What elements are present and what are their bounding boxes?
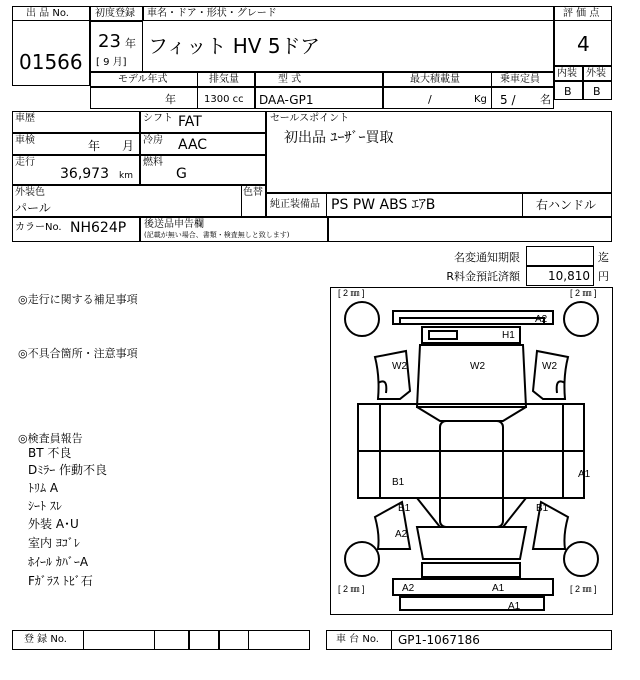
post-report-note: (記載が無い場合、書類・検査無しと致します) [144,231,290,239]
interior-grade: B [564,85,572,98]
displacement-label: 排気量 [209,74,239,85]
tire-depth-bottom-left: [ 2 ㎜ ] [338,584,365,594]
inspector-line: Dﾐﾗｰ 作動不良 [28,463,108,477]
score-value: 4 [577,32,590,56]
ext-color-value: パール [15,201,51,215]
reg-no-label: 登 録 No. [24,634,67,645]
name-change-value-box [526,246,594,266]
windshield-pillars [417,498,526,527]
rear-glass-shape [417,345,526,407]
capacity-value: 5 / [500,93,516,107]
front-lip-shape [400,597,544,610]
color-no-value: NH624P [70,220,127,236]
mileage-value: 36,973 [60,166,109,182]
sales-point-label: セールスポイント [270,113,350,124]
type-label: 型 式 [278,74,302,85]
rear-plate [429,331,457,339]
reg-no-cell-3 [219,630,249,650]
tire-depth-bottom-right: [ 2 ㎜ ] [570,584,597,594]
inspector-line: 外装 A･U [28,517,79,531]
capacity-unit: 名 [540,93,551,106]
mark-left-front-door: B1 [398,503,411,514]
ac-value: AAC [178,137,208,153]
recycle-unit: 円 [598,270,609,283]
interior-label: 内装 [557,68,577,79]
ext-color-label: 外装色 [15,187,45,198]
mark-right-rear-door: A1 [578,469,591,480]
inspection-month: 月 [122,139,135,153]
mark-left-rear-door: B1 [392,477,405,488]
vehicle-name: フィット HV 5ドア [148,34,320,58]
lot-number-label: 出 品 No. [26,8,69,19]
handle-value: 右ハンドル [536,198,597,212]
driving-notes-label: ◎走行に関する補足事項 [18,293,138,306]
inspector-line: Fｶﾞﾗｽ ﾄﾋﾞ石 [28,574,93,588]
recycle-label: R料金預託済額 [446,270,520,283]
first-reg-month: [ 9 月] [96,57,127,68]
ac-label: 冷房 [143,135,163,146]
first-reg-year: 23 [98,31,121,52]
mark-rear-bumper: A2 [535,314,548,325]
inspector-line: 室内 ﾖｺﾞﾚ [28,536,80,550]
defects-label: ◎不具合箇所・注意事項 [18,347,138,360]
model-year-label: モデル年式 [118,74,168,85]
chassis-label: 車 台 No. [336,634,379,645]
name-change-label: 名変通知期限 [454,251,520,264]
mark-left-rear-fender: W2 [392,361,407,372]
post-report-value-cell [328,217,612,242]
tire-depth-top-right: [ 2 ㎜ ] [570,288,597,298]
roof-rear-edge [417,407,526,421]
displacement-value: 1300 cc [204,94,244,105]
max-load-unit: Kg [474,94,487,105]
inspection-label: 車検 [15,135,35,146]
tire-bottom-right [564,542,598,576]
chassis-number: GP1-1067186 [398,633,480,647]
equipment-value: PS PW ABS ｴｱB [331,197,436,213]
capacity-label: 乗車定員 [500,74,540,85]
exterior-label: 外装 [586,68,606,79]
mileage-label: 走行 [15,157,35,168]
mark-right-front-door: B1 [536,503,549,514]
first-reg-label: 初度登録 [95,8,135,19]
post-report-label: 後送品申告欄 [144,219,204,230]
history-label: 車歴 [15,113,35,124]
reg-no-cell-2 [189,630,219,650]
mark-left-front-fender: A2 [395,529,408,540]
mileage-unit: km [119,171,133,181]
tire-depth-top-left: [ 2 ㎜ ] [338,288,365,298]
fuel-label: 燃料 [143,157,163,168]
shift-value: FAT [178,114,202,130]
hood-shape [417,527,526,559]
inspector-line: ﾄﾘﾑ A [28,481,59,495]
left-rear-fender-shape [375,351,410,399]
type-value: DAA-GP1 [259,93,314,107]
exterior-grade: B [593,85,601,98]
recycle-amount: 10,810 [548,269,590,283]
inspector-line: ﾎｲｰﾙ ｶﾊﾞｰA [28,555,89,569]
rear-bumper-inner [400,318,544,324]
mark-front-bumper-right: A1 [492,583,505,594]
mark-rear-panel: H1 [502,330,515,341]
first-reg-year-unit: 年 [125,37,136,50]
max-load-slash: / [428,93,432,106]
inspector-line: BT 不良 [28,446,72,460]
equipment-label: 純正装備品 [270,199,320,210]
inspection-year: 年 [88,139,101,153]
tire-bottom-left [345,542,379,576]
mark-front-bumper-left: A2 [402,583,415,594]
mark-roof: W2 [470,361,485,372]
tire-top-left [345,302,379,336]
name-change-unit: 迄 [598,251,609,264]
mark-right-rear-fender: W2 [542,361,557,372]
car-damage-diagram [330,287,613,615]
vehicle-name-label: 車名・ドア・形状・グレード [147,8,277,19]
inspector-label: ◎検査員報告 [18,432,83,445]
roof-shape [440,421,503,527]
model-year-unit: 年 [165,93,176,106]
color-no-label: カラーNo. [15,222,62,233]
mark-front-lip: A1 [508,601,521,612]
front-panel-shape [422,563,520,577]
score-label: 評 価 点 [563,8,600,19]
right-rear-fender-shape [533,351,568,399]
shift-label: シフト [143,113,173,124]
sales-point: 初出品 ﾕｰｻﾞｰ買取 [284,130,394,146]
lot-number: 01566 [19,50,83,74]
inspector-line: ｼｰﾄ ｽﾚ [28,499,62,513]
fuel-value: G [176,166,187,182]
front-bumper-shape [393,579,553,595]
tire-top-right [564,302,598,336]
max-load-label: 最大積載量 [410,74,460,85]
reg-no-cell-1 [154,630,189,650]
color-change-label: 色替 [243,187,263,198]
